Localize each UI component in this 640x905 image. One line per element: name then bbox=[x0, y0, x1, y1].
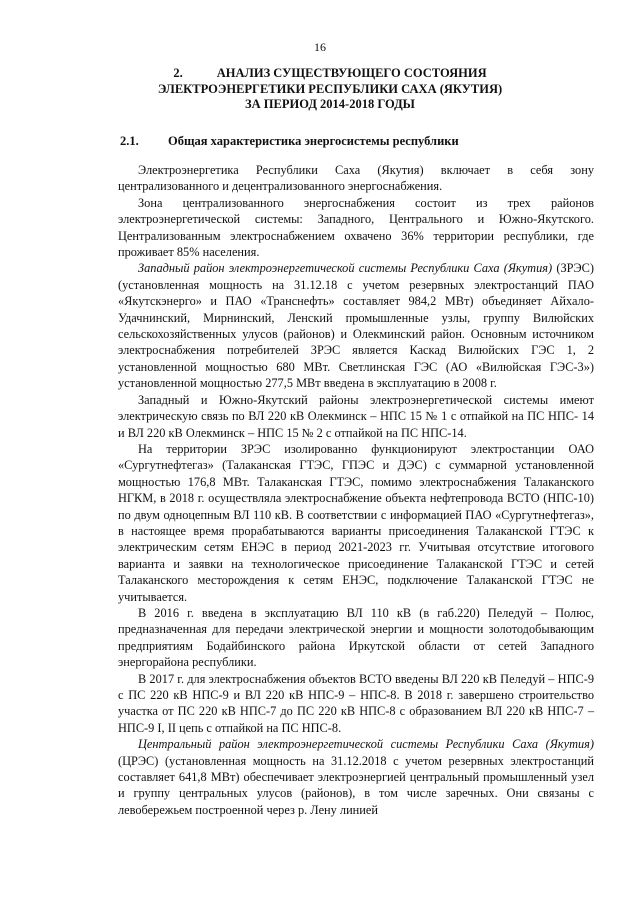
paragraph: Западный и Южно-Якутский районы электроэнергетической системы имеют электрическую связь по ВЛ 220 кВ Олекминск – НПС 15 № 1 с отпайкой на ПС НПС- 14 и ВЛ 220 кВ Олекминск – НПС 15 № 2 с отпайкой на ПС НПС-14. bbox=[118, 392, 594, 440]
section-title bbox=[120, 134, 540, 149]
italic-lead: Центральный район электроэнергетической системы Республики Саха (Якутия) bbox=[138, 737, 594, 752]
paragraph: Электроэнергетика Республики Саха (Якутия) включает в себя зону централизованного и децентрализованного энергоснабжения. bbox=[118, 163, 594, 194]
italic-lead: Западный район электроэнергетической системы Республики Саха (Якутия) bbox=[138, 261, 553, 276]
chapter-title bbox=[110, 66, 550, 113]
chapter-title-line-1: 2. АНАЛИЗ СУЩЕСТВУЮЩЕГО СОСТОЯНИЯ bbox=[173, 66, 487, 80]
paragraph: На территории ЗРЭС изолированно функционируют электростанции ОАО «Сургутнефтегаз» (Талаканская ГТЭС, ГПЭС и ДЭС) с суммарной установленной мощностью 176,8 МВт. Талаканская ГТЭС, помимо электроснабжения Талаканского НГКМ, в 2018 г. осуществляла электроснабжение объекта нефтепровода ВСТО (НПС-10) по двум одноцепным ВЛ 110 кВ. В соответствии с информацией ПАО «Сургутнефтегаз», в настоящее время прорабатываются варианты присоединения Талаканской ГТЭС к электрическим сетям ЕНЭС в период 2021-2023 гг. Учитывая отсутствие итогового варианта и заявки на технологическое присоединение Талаканской ГТЭС и сетей Талаканского месторождения к сетям ЕНЭС, подключение Талаканской ГТЭС не учитывается. bbox=[118, 441, 594, 604]
paragraph: Центральный район электроэнергетической системы Республики Саха (Якутия) (ЦРЭС) (установленная мощность на 31.12.2018 с учетом резервных электростанций составляет 641,8 МВт) обеспечивает электроэнергией центральный промышленный узел и группу центральных улусов (районов), в том числе заречных. Они связаны с левобережьем построенной через р. Лену линией bbox=[118, 737, 594, 817]
paragraph: В 2016 г. введена в эксплуатацию ВЛ 110 кВ (в габ.220) Пеледуй – Полюс, предназначенная для передачи электрической энергии и мощности золотодобывающим предприятиям Бодайбинского района Иркутской области от сетей Западного энергорайона республики. bbox=[118, 605, 594, 670]
body-text bbox=[118, 162, 594, 818]
chapter-number: 2. bbox=[173, 66, 183, 80]
section-number: 2.1. bbox=[120, 134, 139, 148]
paragraph: Зона централизованного энергоснабжения состоит из трех районов электроэнергетической системы: Западного, Центрального и Южно-Якутского. Централизованным электроснабжением охвачено 36% территории республики, где проживает 85% населения. bbox=[118, 195, 594, 260]
section-heading-text: Общая характеристика энергосистемы республики bbox=[168, 134, 459, 148]
paragraph: Западный район электроэнергетической системы Республики Саха (Якутия) (ЗРЭС) (установленная мощность на 31.12.18 с учетом резервных электростанций ПАО «Якутскэнерго» и ПАО «Транснефть» составляет 984,2 МВт) объединяет Айхало-Удачнинский, Мирнинский, Ленский промышленные узлы, группу Вилюйских сельскохозяйственных улусов (районов) и Олекминский район. Основным источником электроснабжения потребителей ЗРЭС является Каскад Вилюйских ГЭС 1, 2 установленной мощностью 680 МВт. Светлинская ГЭС (АО «Вилюйская ГЭС-3») установленной мощностью 277,5 МВт введена в эксплуатацию в 2008 г. bbox=[118, 261, 594, 391]
chapter-title-line-3: ЗА ПЕРИОД 2014-2018 ГОДЫ bbox=[245, 97, 415, 111]
chapter-title-line-2: ЭЛЕКТРОЭНЕРГЕТИКИ РЕСПУБЛИКИ САХА (ЯКУТИЯ) bbox=[157, 81, 503, 96]
paragraph: В 2017 г. для электроснабжения объектов ВСТО введены ВЛ 220 кВ Пеледуй – НПС-9 с ПС 220 кВ НПС-9 и ВЛ 220 кВ НПС-9 – НПС-8. В 2018 г. завершено строительство участка от ПС 220 кВ НПС-7 до ПС 220 кВ НПС-8 с образованием ВЛ 220 кВ НПС-7 – НПС-9 I, II цепь с отпайкой на ПС НПС-8. bbox=[118, 671, 594, 735]
page-number: 16 bbox=[314, 40, 326, 54]
